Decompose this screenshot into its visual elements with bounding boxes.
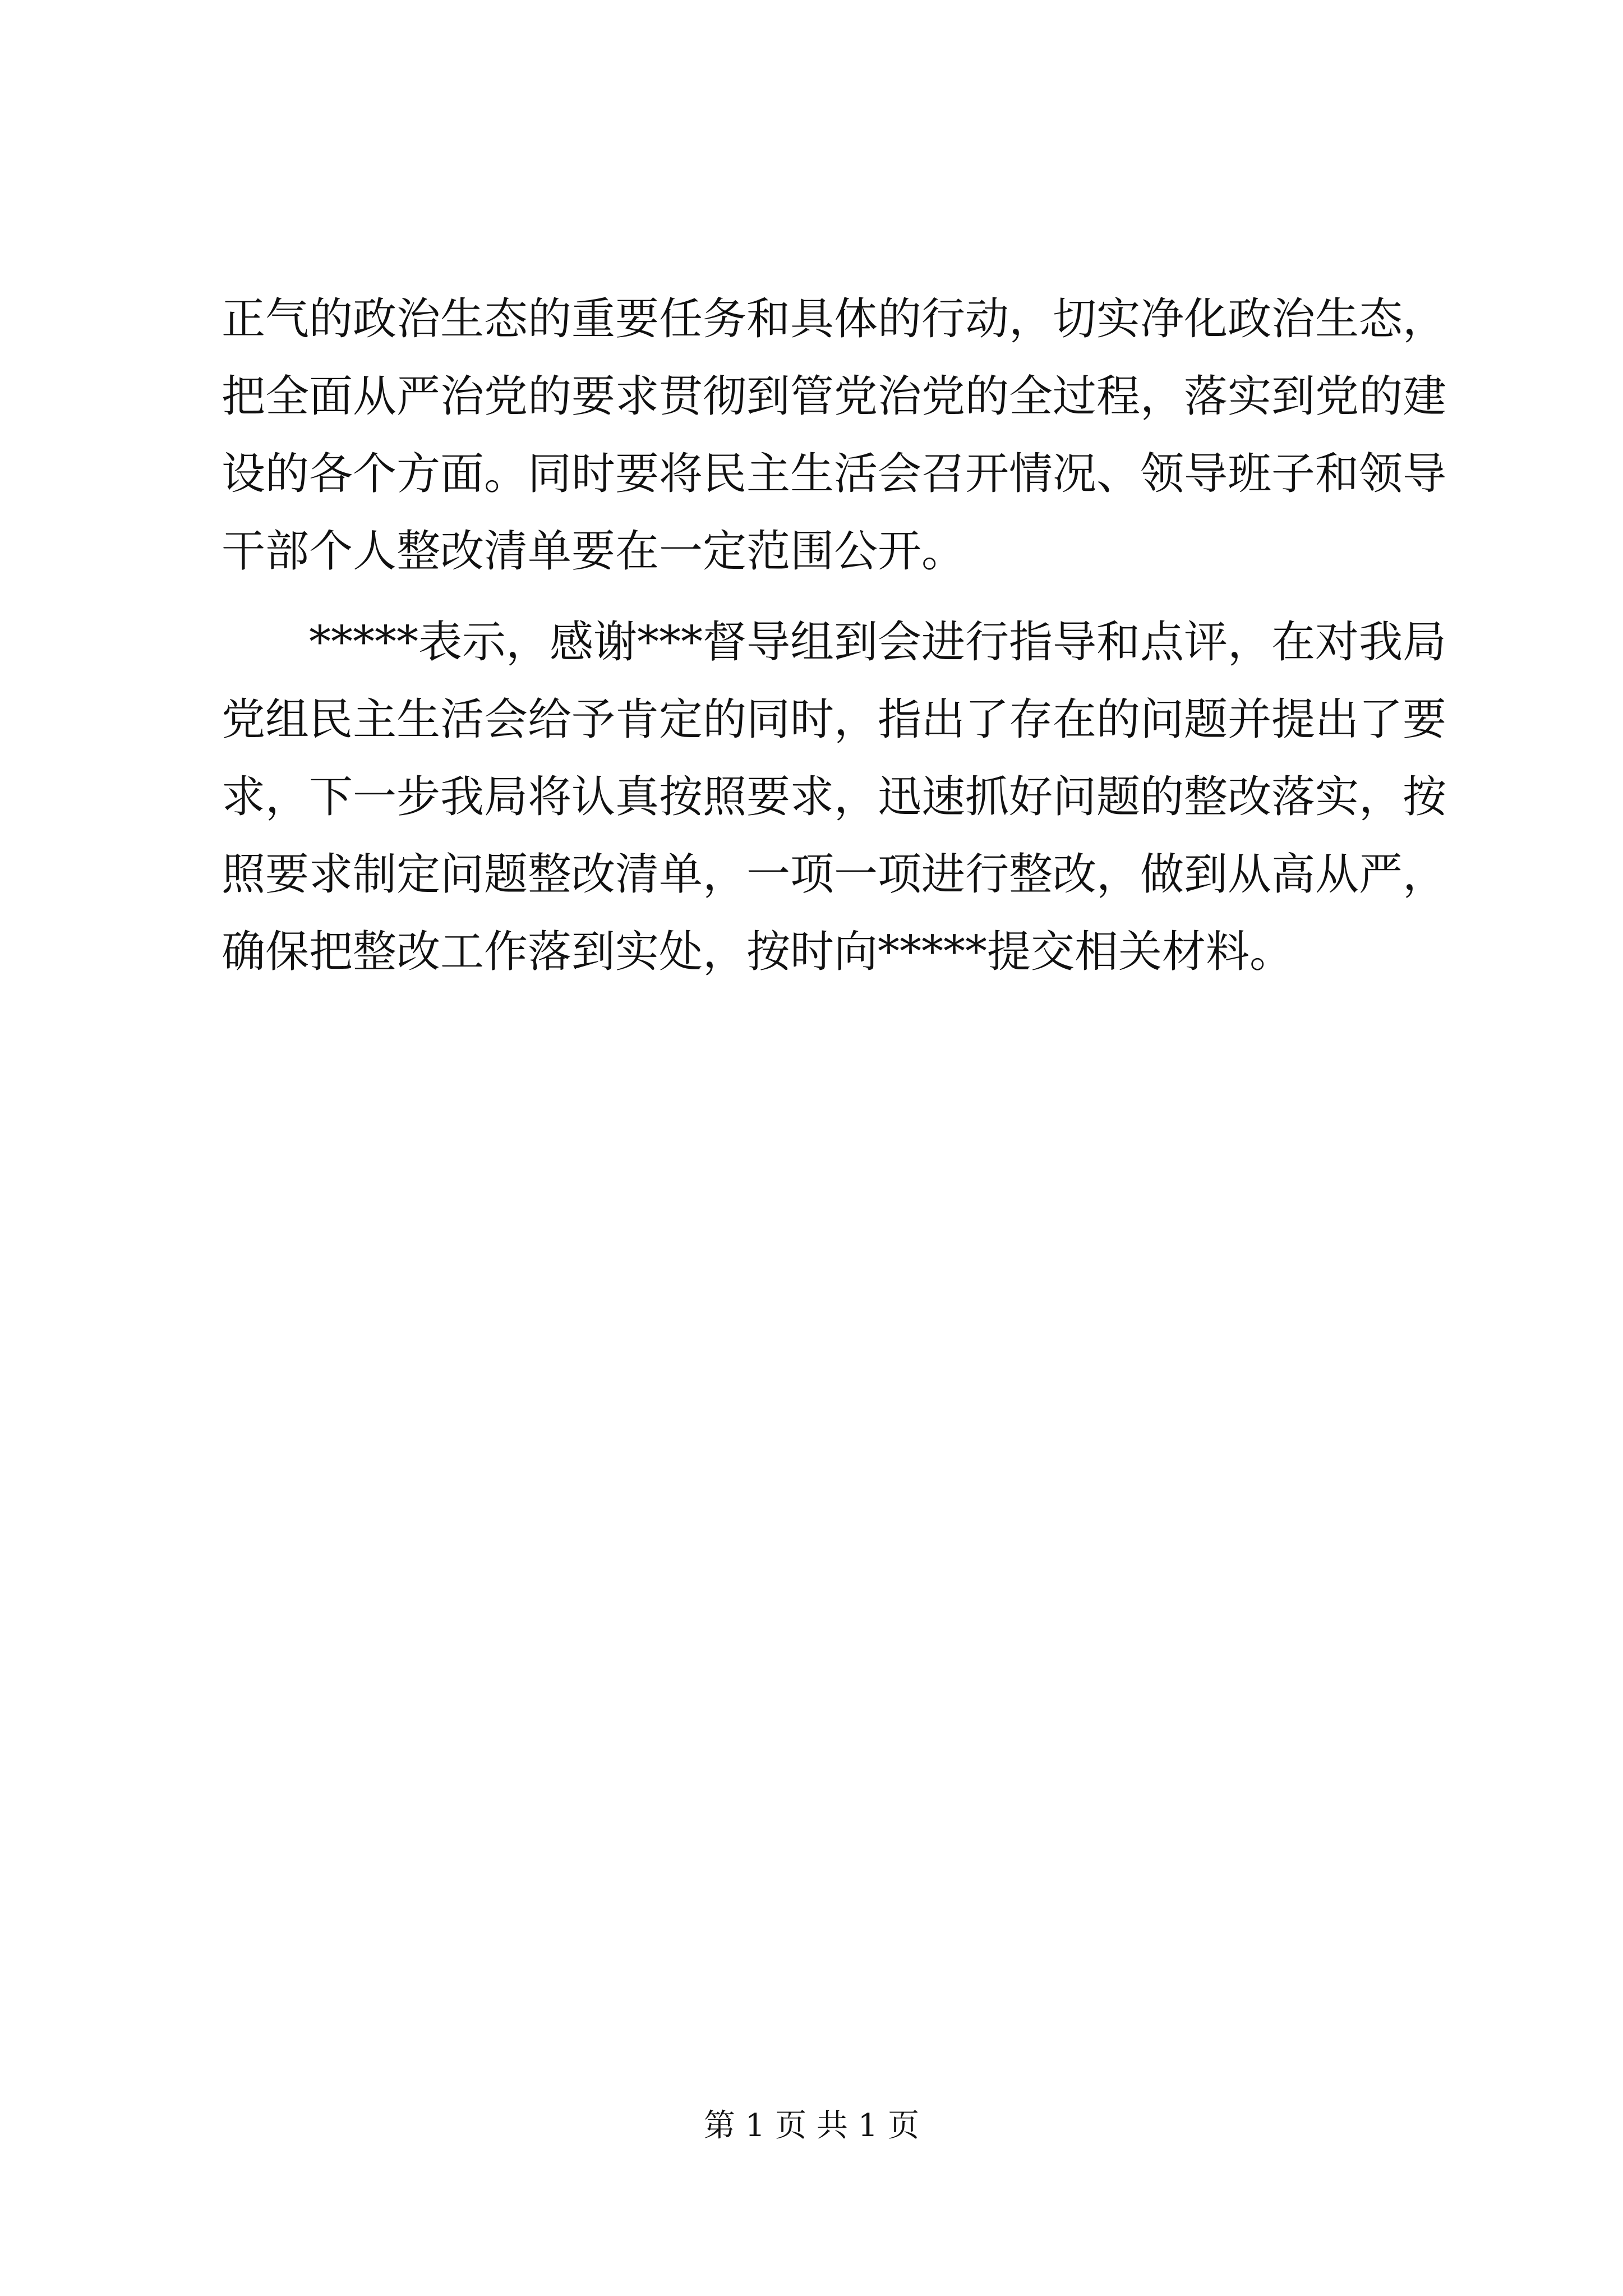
- paragraph-line: 党组民主生活会给予肯定的同时，指出了存在的问题并提出了要: [222, 694, 1447, 745]
- page-footer: 第 1 页 共 1 页: [703, 2108, 920, 2144]
- paragraph-line: 正气的政治生态的重要任务和具体的行动，切实净化政治生态，: [222, 294, 1447, 344]
- paragraph-line: 干部个人整改清单要在一定范围公开。: [222, 526, 966, 577]
- paragraph-2: [222, 604, 1447, 991]
- paragraph-1: [222, 280, 1447, 590]
- paragraph-line: 把全面从严治党的要求贯彻到管党治党的全过程，落实到党的建: [222, 371, 1447, 422]
- paragraph-line: 确保把整改工作落到实处，按时向*****提交相关材料。: [222, 927, 1294, 977]
- paragraph-spacer: [222, 590, 1422, 604]
- document-body: [222, 280, 1447, 991]
- paragraph-line: 求，下一步我局将认真按照要求，迅速抓好问题的整改落实，按: [222, 772, 1447, 822]
- paragraph-line: *****表示，感谢***督导组到会进行指导和点评，在对我局: [309, 617, 1447, 668]
- paragraph-line: 设的各个方面。同时要将民主生活会召开情况、领导班子和领导: [222, 449, 1447, 499]
- paragraph-line: 照要求制定问题整改清单，一项一项进行整改，做到从高从严，: [222, 849, 1447, 900]
